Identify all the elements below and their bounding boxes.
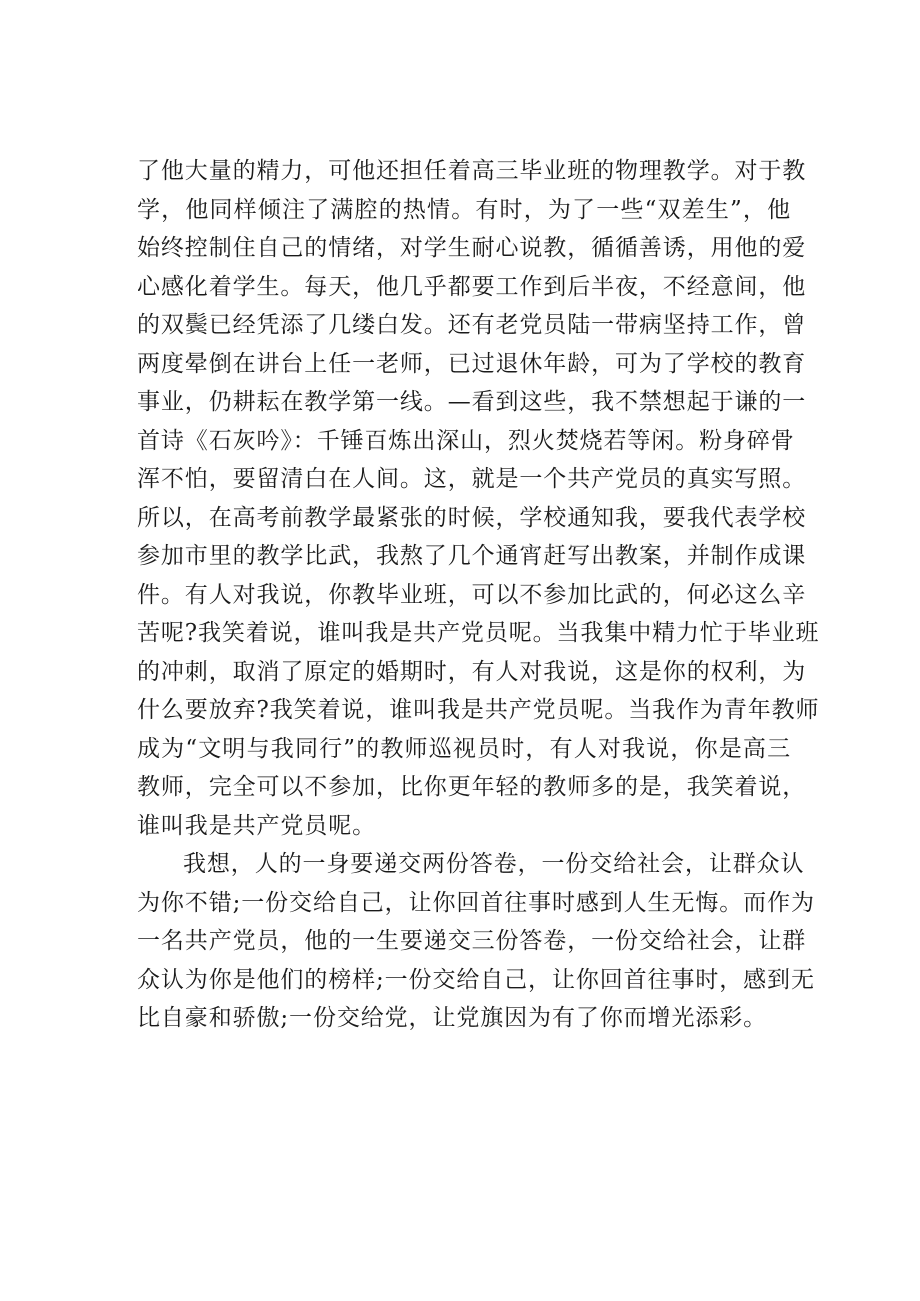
paragraph-2 — [137, 845, 815, 1038]
text-line: 成为“文明与我同行”的教师巡视员时，有人对我说，你是高三 — [137, 735, 791, 762]
text-line: 始终控制住自己的情绪，对学生耐心说教，循循善诱，用他的爱 — [137, 235, 807, 261]
text-line: 心感化着学生。每天，他几乎都要工作到后半夜，不经意间，他 — [137, 273, 807, 300]
text-line: 首诗《石灰吟》：千锤百炼出深山，烈火焚烧若等闲。粉身碎骨 — [137, 427, 795, 454]
text-line: 什么要放弃?我笑着说，谁叫我是共产党员呢。当我作为青年教师 — [137, 697, 820, 723]
body-text — [137, 152, 820, 1038]
text-line: 事业，仍耕耘在教学第一线。—看到这些，我不禁想起于谦的一 — [137, 389, 807, 415]
text-line: 件。有人对我说，你教毕业班，可以不参加比武的，何必这么辛 — [137, 581, 807, 608]
text-line: 的冲刺，取消了原定的婚期时，有人对我说，这是你的权利，为 — [137, 658, 807, 685]
text-line: 苦呢?我笑着说，谁叫我是共产党员呢。当我集中精力忙于毕业班 — [137, 620, 820, 646]
text-line: 参加市里的教学比武，我熬了几个通宵赶写出教案，并制作成课 — [137, 543, 807, 569]
text-line: 为你不错;一份交给自己，让你回首往事时感到人生无悔。而作为 — [137, 889, 815, 916]
text-line: 众认为你是他们的榜样;一份交给自己，让你回首往事时，感到无 — [137, 966, 815, 993]
text-line: 两度晕倒在讲台上任一老师，已过退休年龄，可为了学校的教育 — [137, 350, 807, 377]
text-line: 我想，人的一身要递交两份答卷，一份交给社会，让群众认 — [183, 851, 805, 877]
text-line: 教师，完全可以不参加，比你更年轻的教师多的是，我笑着说， — [137, 774, 807, 800]
text-line: 所以，在高考前教学最紧张的时候，学校通知我，要我代表学校 — [137, 504, 807, 531]
text-line: 学，他同样倾注了满腔的热情。有时，为了一些“双差生”，他 — [137, 196, 791, 223]
text-line: 谁叫我是共产党员呢。 — [137, 812, 376, 839]
text-line: 的双鬓已经凭添了几缕白发。还有老党员陆一带病坚持工作，曾 — [137, 312, 807, 338]
text-line: 一名共产党员，他的一生要递交三份答卷，一份交给社会，让群 — [137, 928, 807, 954]
text-line: 了他大量的精力，可他还担任着高三毕业班的物理教学。对于教 — [137, 158, 807, 184]
text-line: 浑不怕，要留清白在人间。这，就是一个共产党员的真实写照。 — [137, 466, 807, 492]
paragraph-1 — [137, 152, 820, 845]
text-line: 比自豪和骄傲;一份交给党，让党旗因为有了你而增光添彩。 — [137, 1005, 768, 1031]
